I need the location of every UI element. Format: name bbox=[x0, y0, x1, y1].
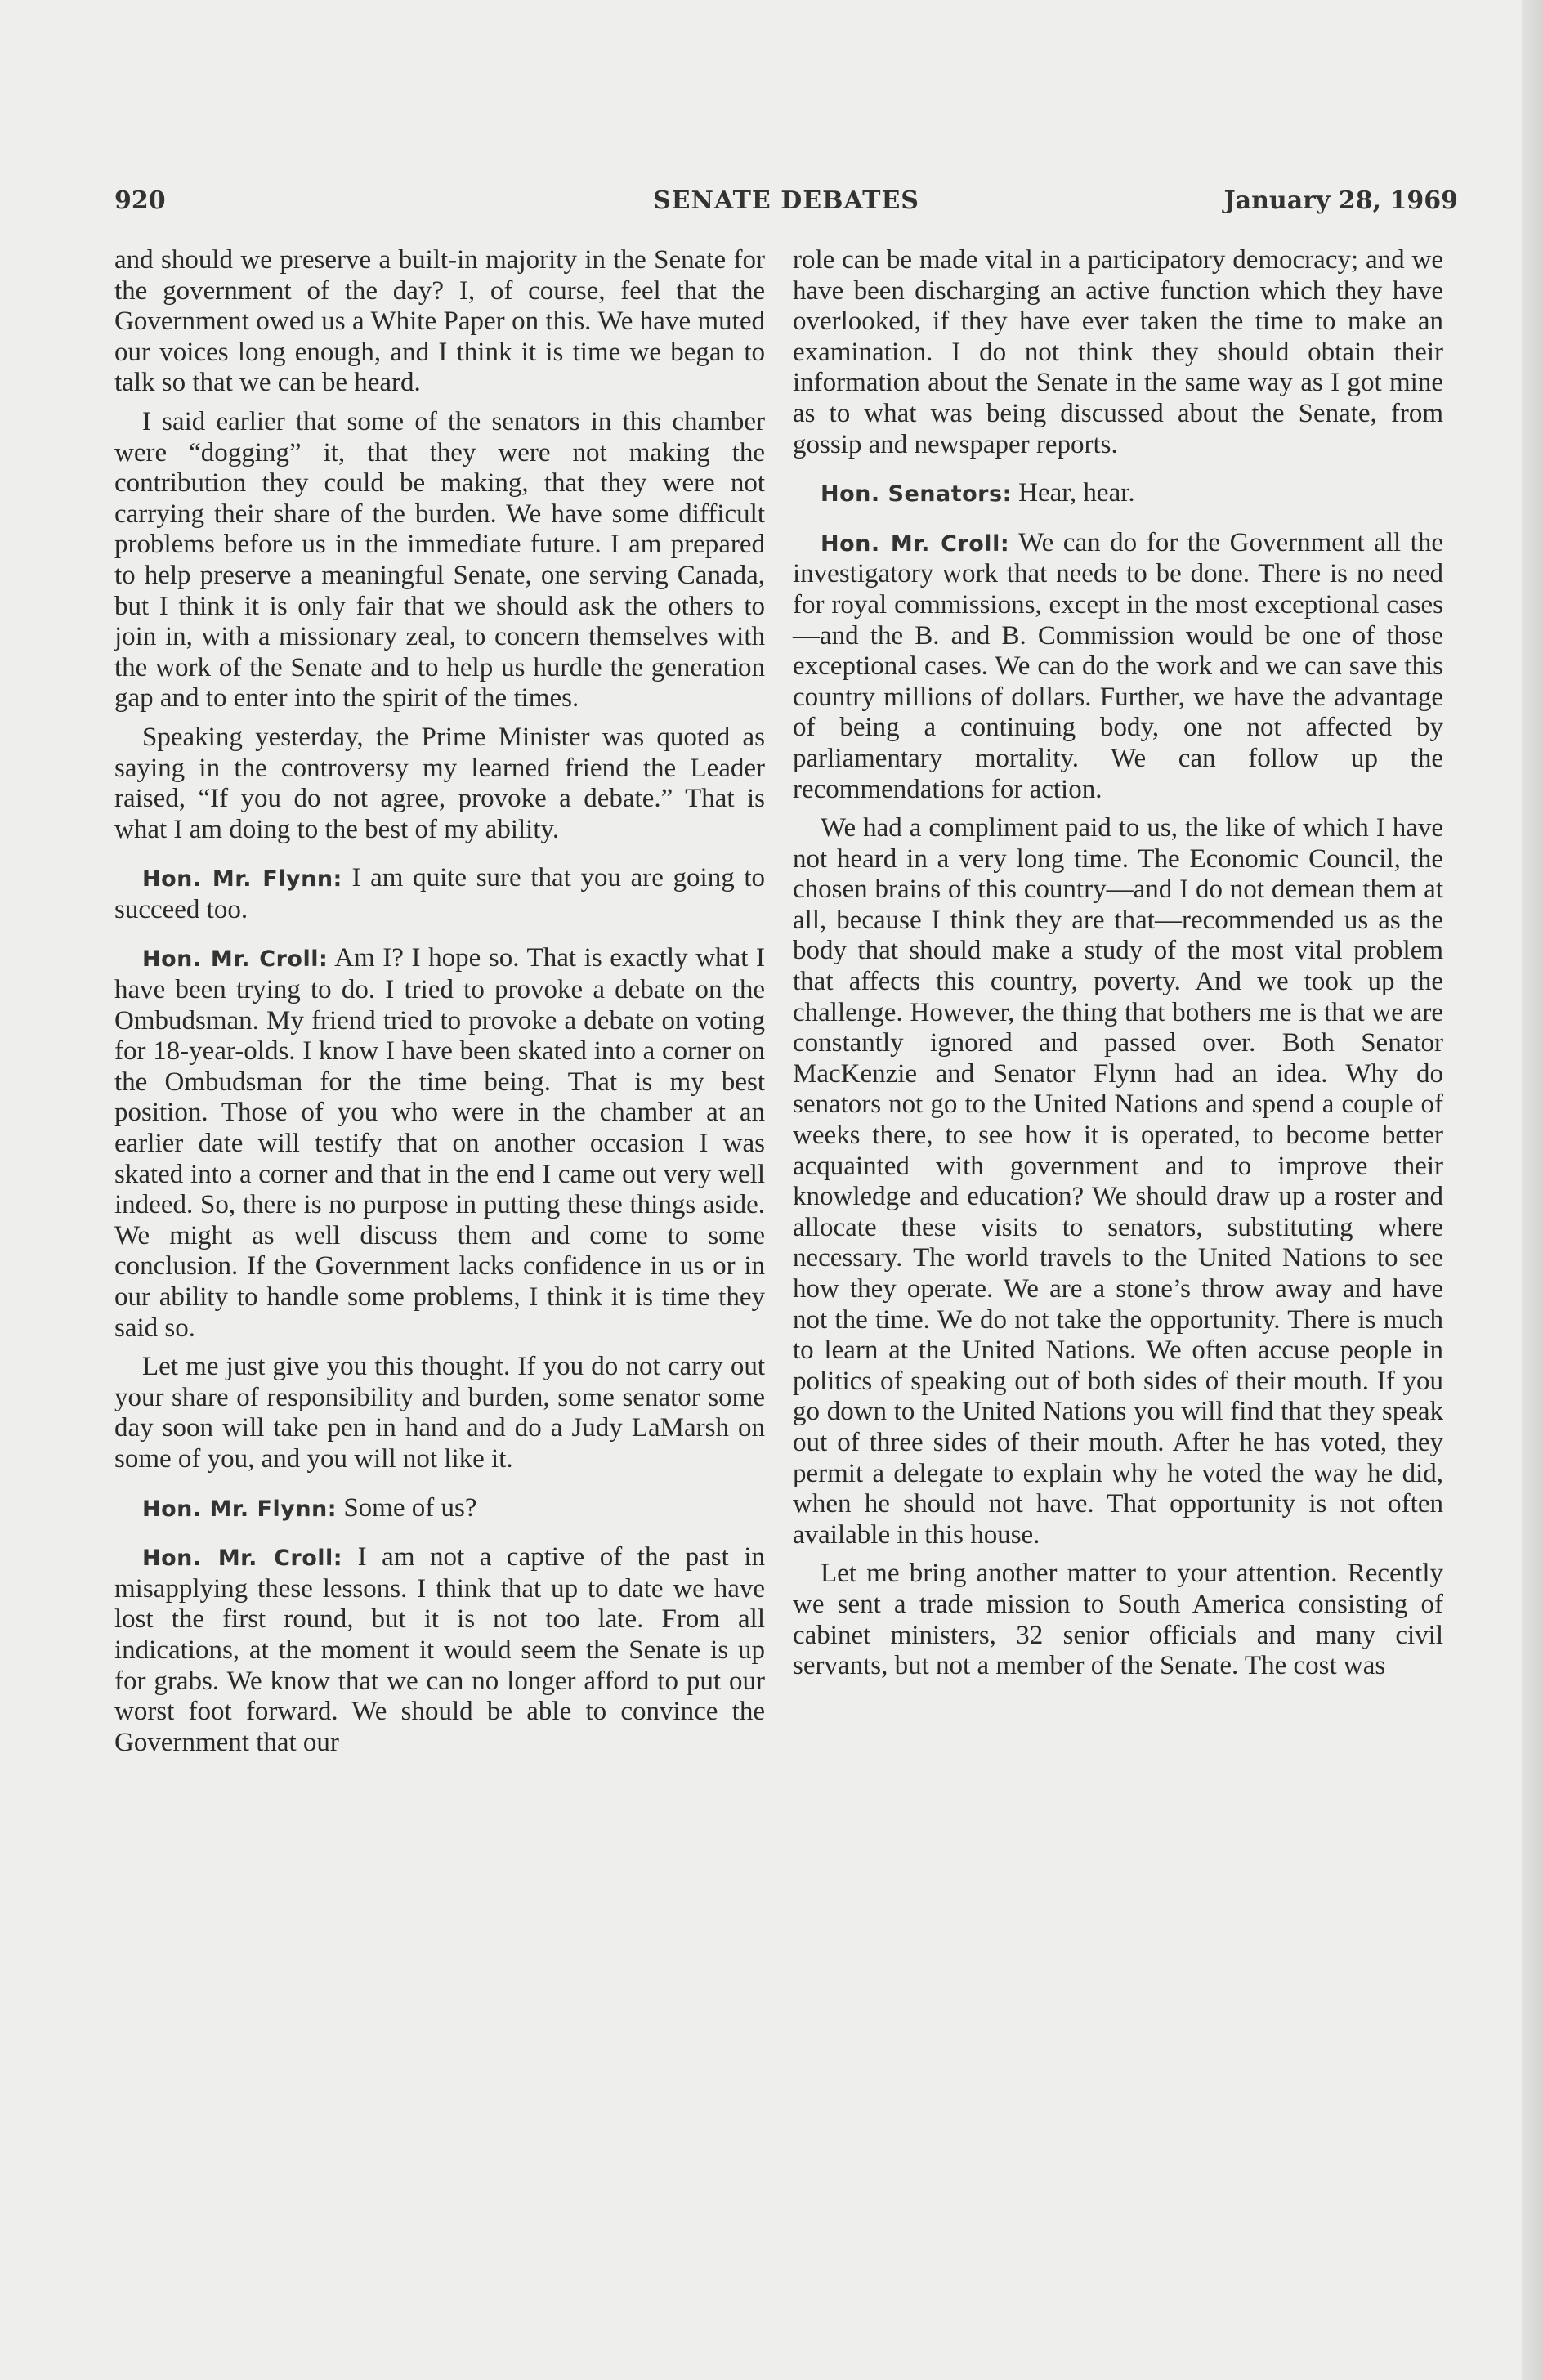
right-column bbox=[793, 245, 1443, 1690]
speech-paragraph: Hon. Mr. Croll: Am I? I hope so. That is exactly what I have been trying to do. I tried to provoke a debate on the Ombudsman. My friend tried to provoke a debate on voting for 18-year-olds. I know I have been skated into a corner on the Ombudsman for the time being. That is my best position. Those of you who were in the chamber at an earlier date will testify that on another occasion I was skated into a corner and that in the end I came out very well indeed. So, there is no purpose in putting these things aside. We might as well discuss them and come to some conclusion. If the Government lacks confidence in us or in our ability to handle some problems, I think it is time they said so. bbox=[114, 943, 765, 1343]
speaker-name: Hon. Mr. Croll: bbox=[142, 946, 329, 973]
speech-paragraph: Hon. Senators: Hear, hear. bbox=[821, 478, 1135, 508]
paragraph: I said earlier that some of the senators in this chamber were “dogging” it, that they were not making the contribution they could be making, that they were not carrying their share of the burden. We have some difficult problems before us in the immediate future. I am prepared to help preserve a meaningful Senate, one serving Canada, but I think it is only fair that we should ask the others to join in, with a missionary zeal, to concern themselves with the work of the Senate and to help us hurdle the generation gap and to enter into the spirit of the times. bbox=[114, 406, 765, 714]
paragraph: Let me bring another matter to your attention. Recently we sent a trade mission to South America consisting of cabinet ministers, 32 senior officials and many civil servants, but not a member of the Senate. The cost was bbox=[793, 1559, 1443, 1681]
publication-title: SENATE DEBATES bbox=[653, 186, 919, 215]
speaker-name: Hon. Senators: bbox=[821, 481, 1012, 508]
speech-paragraph: Hon. Mr. Croll: We can do for the Government all the investigatory work that needs to be done. There is no need for royal commissions, except in the most exceptional cases—and the B. and B. Commission would be one of those exceptional cases. We can do the work and we can save this country millions of dollars. Further, we have the advantage of being a continuing body, one not affected by parliamentary mortality. We can follow up the recommendations for action. bbox=[793, 527, 1443, 804]
page-number: 920 bbox=[114, 186, 166, 215]
paragraph: Let me just give you this thought. If you do not carry out your share of responsibility and burden, some senator some day soon will take pen in hand and do a Judy LaMarsh on some of you, and you will not like it. bbox=[114, 1352, 765, 1474]
issue-date: January 28, 1969 bbox=[1223, 186, 1458, 215]
paragraph: Speaking yesterday, the Prime Minister was quoted as saying in the controversy my learned friend the Leader raised, “If you do not agree, provoke a debate.” That is what I am doing to the best of my ability. bbox=[114, 722, 765, 844]
speech-paragraph: Hon. Mr. Flynn: Some of us? bbox=[142, 1492, 477, 1523]
paragraph: and should we preserve a built-in majority in the Senate for the government of the day? I, of course, feel that the Government owed us a White Paper on this. We have muted our voices long enough, and I think it is time we began to talk so that we can be heard. bbox=[114, 245, 765, 398]
speaker-name: Hon. Mr. Flynn: bbox=[142, 866, 342, 892]
running-header bbox=[114, 186, 1458, 219]
speaker-name: Hon. Mr. Croll: bbox=[821, 530, 1010, 557]
paragraph: We had a compliment paid to us, the like of which I have not heard in a very long time. The Economic Council, the chosen brains of this country—and I do not demean them at all, because I think they are that—recommended us as the body that should make a study of the most vital problem that affects this country, poverty. And we took up the challenge. However, the thing that bothers me is that we are constantly ignored and passed over. Both Senator MacKenzie and Senator Flynn had an idea. Why do senators not go to the United Nations and spend a couple of weeks there, to see how it is operated, to become better acquainted with government and to improve their knowledge and education? We should draw up a roster and allocate these visits to senators, substituting where necessary. The world travels to the United Nations to see how they operate. We are a stone’s throw away and have not the time. We do not take the opportunity. There is much to learn at the United Nations. We often accuse people in politics of speaking out of both sides of their mouth. If you go down to the United Nations you will find that they speak out of three sides of their mouth. After he has voted, they permit a delegate to explain why he voted the way he did, when he should not have. That opportunity is not often available in this house. bbox=[793, 813, 1443, 1550]
page-edge-shadow bbox=[1522, 0, 1543, 2380]
speaker-name: Hon. Mr. Flynn: bbox=[142, 1496, 338, 1522]
speech-paragraph: Hon. Mr. Croll: I am not a captive of the past in misapplying these lessons. I think that up to date we have lost the first round, but it is not too late. From all indications, at the moment it would seem the Senate is up for grabs. We know that we can no longer afford to put our worst foot forward. We should be able to convince the Government that our bbox=[114, 1542, 765, 1757]
paragraph: role can be made vital in a participatory democracy; and we have been discharging an active function which they have overlooked, if they have ever taken the time to make an examination. I do not think they should obtain their information about the Senate in the same way as I got mine as to what was being discussed about the Senate, from gossip and newspaper reports. bbox=[793, 245, 1443, 459]
speech-paragraph: Hon. Mr. Flynn: I am quite sure that you are going to succeed too. bbox=[114, 863, 766, 924]
left-column bbox=[114, 245, 765, 1766]
speaker-name: Hon. Mr. Croll: bbox=[142, 1546, 343, 1572]
